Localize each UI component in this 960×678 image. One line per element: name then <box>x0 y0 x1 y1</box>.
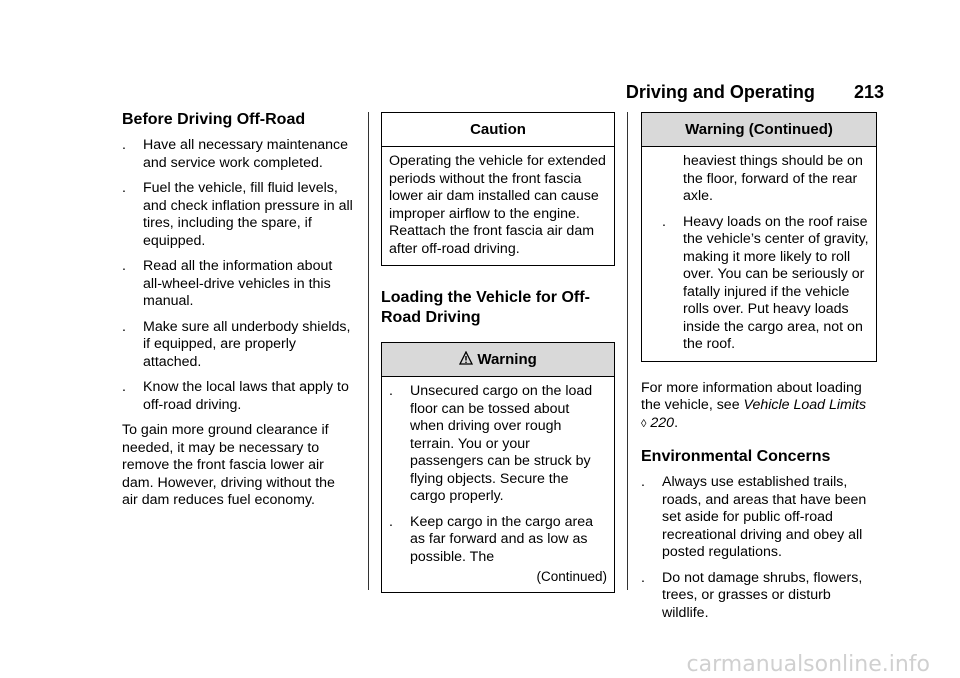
list-item: . Read all the information about all-wheel-drive vehicles in this manual. <box>122 258 333 309</box>
heading-environmental: Environmental Concerns <box>641 448 831 465</box>
warning-box <box>381 342 615 593</box>
warning-continued-text: heaviest things should be on the floor, forward of the rear axle. <box>683 153 863 204</box>
watermark-bar <box>0 650 960 678</box>
page-ref-number[interactable]: 220 <box>650 414 675 431</box>
bullet-icon: . <box>662 213 666 230</box>
bullet-icon: . <box>122 258 126 274</box>
list-item: . Know the local laws that apply to off-road driving. <box>122 379 349 413</box>
list-item: . Heavy loads on the roof raise the vehicle’s center of gravity, making it more likely to roll over. You can be seriously or fatally injured if the vehicle rolls over. Put heavy loads inside the cargo area, not on the roof. <box>662 213 869 352</box>
section-title: Driving and Operating <box>625 82 815 102</box>
bullet-icon: . <box>641 474 645 490</box>
column-2 <box>381 110 615 593</box>
column-3 <box>641 110 877 630</box>
list-item: . Keep cargo in the cargo area as far forward and as low as possible. The <box>389 513 593 565</box>
column-1 <box>122 110 354 510</box>
warning-header <box>382 343 614 377</box>
caution-box <box>381 112 615 266</box>
column-divider <box>627 112 628 590</box>
warning-title: Warning <box>477 351 537 368</box>
load-info-paragraph: For more information about loading the vehicle, see Vehicle Load Limits ◊ 220. <box>641 379 867 431</box>
warning-continued-title: Warning (Continued) <box>642 113 876 147</box>
list-item: . Unsecured cargo on the load floor can be tossed about when driving over rough terrain. You or your passengers can be struck by flying objects. Secure the cargo properly. <box>389 383 593 504</box>
warning-continued-box <box>641 112 877 362</box>
page-header <box>626 82 884 103</box>
continued-label: (Continued) <box>536 569 607 584</box>
bullet-icon: . <box>122 318 126 335</box>
heading-before-driving: Before Driving Off-Road <box>122 111 306 128</box>
bullet-icon: . <box>122 379 126 395</box>
heading-loading-vehicle: Loading the Vehicle for Off-Road Driving <box>381 289 590 326</box>
list-item: . Do not damage shrubs, flowers, trees, or grasses or disturb wildlife. <box>641 569 863 621</box>
page-reference-arrow-icon: ◊ <box>641 417 647 430</box>
vehicle-load-limits-link[interactable]: Vehicle Load Limits <box>743 397 867 413</box>
page-number: 213 <box>853 82 884 102</box>
watermark-text: carmanualsonline.info <box>686 652 930 677</box>
bullet-icon: . <box>389 513 393 530</box>
caution-title: Caution <box>382 113 614 147</box>
bullet-icon: . <box>641 569 645 586</box>
bullet-icon: . <box>389 383 393 399</box>
warning-triangle-icon <box>459 351 477 368</box>
list-item: . Always use established trails, roads, and areas that have been set aside for public off-road recreational driving and obey all posted regulations. <box>641 474 867 560</box>
column-divider <box>368 112 369 590</box>
list-item: . Have all necessary maintenance and service work completed. <box>122 137 349 171</box>
caution-text: Operating the vehicle for extended periods without the front fascia lower air dam installed can cause improper airflow to the engine. Reattach the front fascia air dam after off-road driving. <box>389 153 606 257</box>
bullet-icon: . <box>122 180 126 196</box>
list-item: . Fuel the vehicle, fill fluid levels, and check inflation pressure in all tires, including the spare, if equipped. <box>122 180 353 249</box>
ground-clearance-paragraph: To gain more ground clearance if needed, it may be necessary to remove the front fascia lower air dam. However, driving without the air dam reduces fuel economy. <box>122 422 335 508</box>
bullet-icon: . <box>122 137 126 153</box>
list-item: . Make sure all underbody shields, if equipped, are properly attached. <box>122 318 351 370</box>
